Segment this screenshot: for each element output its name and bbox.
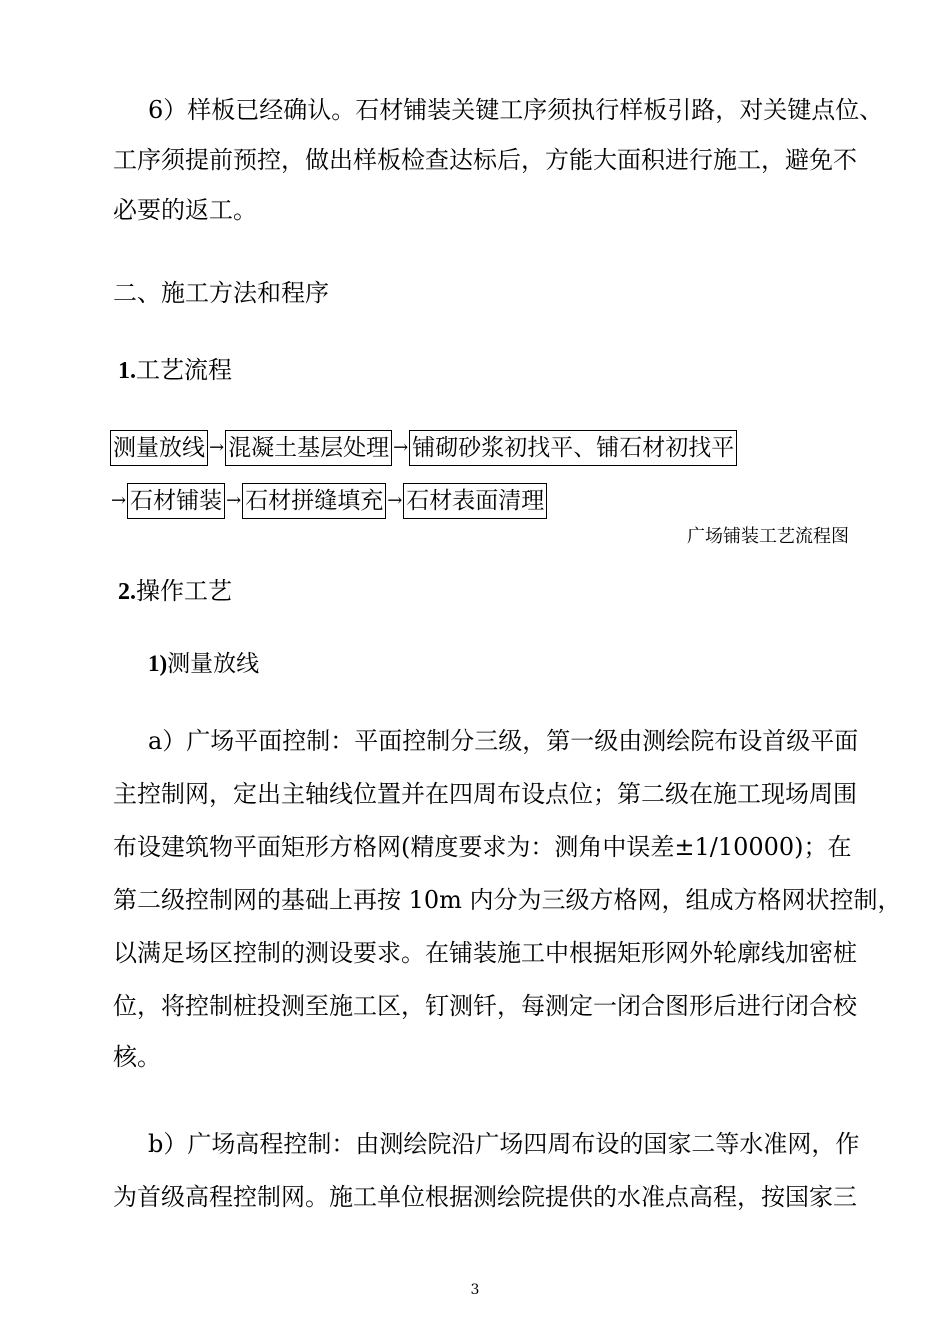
flow-step: 测量放线 — [110, 430, 208, 466]
arrow-icon: → — [387, 490, 403, 511]
heading-number: 2. — [118, 579, 136, 605]
heading-text: 工艺流程 — [136, 356, 232, 384]
text-line: 以满足场区控制的测设要求。在铺装施工中根据矩形网外轮廓线加密桩 — [113, 939, 857, 967]
text-line: a）广场平面控制：平面控制分三级，第一级由测绘院布设首级平面 — [148, 727, 859, 755]
flow-step: 石材表面清理 — [403, 483, 547, 519]
heading-number: 1. — [118, 358, 136, 384]
text-line: 主控制网，定出主轴线位置并在四周布设点位；第二级在施工现场周围 — [113, 780, 857, 808]
flow-step: 石材拼缝填充 — [242, 483, 386, 519]
arrow-icon: → — [209, 437, 225, 458]
flow-step: 铺砌砂浆初找平、铺石材初找平 — [409, 430, 737, 466]
text-line: 布设建筑物平面矩形方格网(精度要求为：测角中误差±1/10000)；在 — [113, 833, 852, 861]
arrow-icon: → — [226, 490, 242, 511]
text-line: 工序须提前预控，做出样板检查达标后，方能大面积进行施工，避免不 — [113, 146, 857, 174]
text-line: b）广场高程控制：由测绘院沿广场四周布设的国家二等水准网，作 — [148, 1130, 860, 1158]
text-line: 第二级控制网的基础上再按 10m 内分为三级方格网，组成方格网状控制， — [113, 886, 902, 914]
flow-step: 混凝土基层处理 — [225, 430, 392, 466]
subheading-survey — [148, 650, 259, 678]
heading-text: 测量放线 — [167, 651, 260, 677]
subheading-process-flow — [118, 356, 232, 385]
subheading-operation — [118, 577, 232, 606]
flow-caption: 广场铺装工艺流程图 — [687, 526, 849, 547]
heading-number: 1) — [148, 651, 168, 676]
flow-step: 石材铺装 — [127, 483, 225, 519]
heading-text: 操作工艺 — [136, 577, 232, 605]
text-line: 位，将控制桩投测至施工区，钉测钎，每测定一闭合图形后进行闭合校 — [113, 992, 857, 1020]
text-line: 为首级高程控制网。施工单位根据测绘院提供的水准点高程，按国家三 — [113, 1183, 857, 1211]
page-number: 3 — [470, 1282, 480, 1298]
section-heading: 二、施工方法和程序 — [113, 279, 329, 307]
text-line: 6）样板已经确认。石材铺装关键工序须执行样板引路，对关键点位、 — [148, 96, 884, 124]
arrow-icon: → — [393, 437, 409, 458]
flow-row-1 — [110, 430, 737, 466]
arrow-icon: → — [111, 490, 127, 511]
text-line: 必要的返工。 — [113, 196, 257, 224]
flow-row-2 — [110, 483, 547, 519]
text-line: 核。 — [113, 1043, 161, 1071]
